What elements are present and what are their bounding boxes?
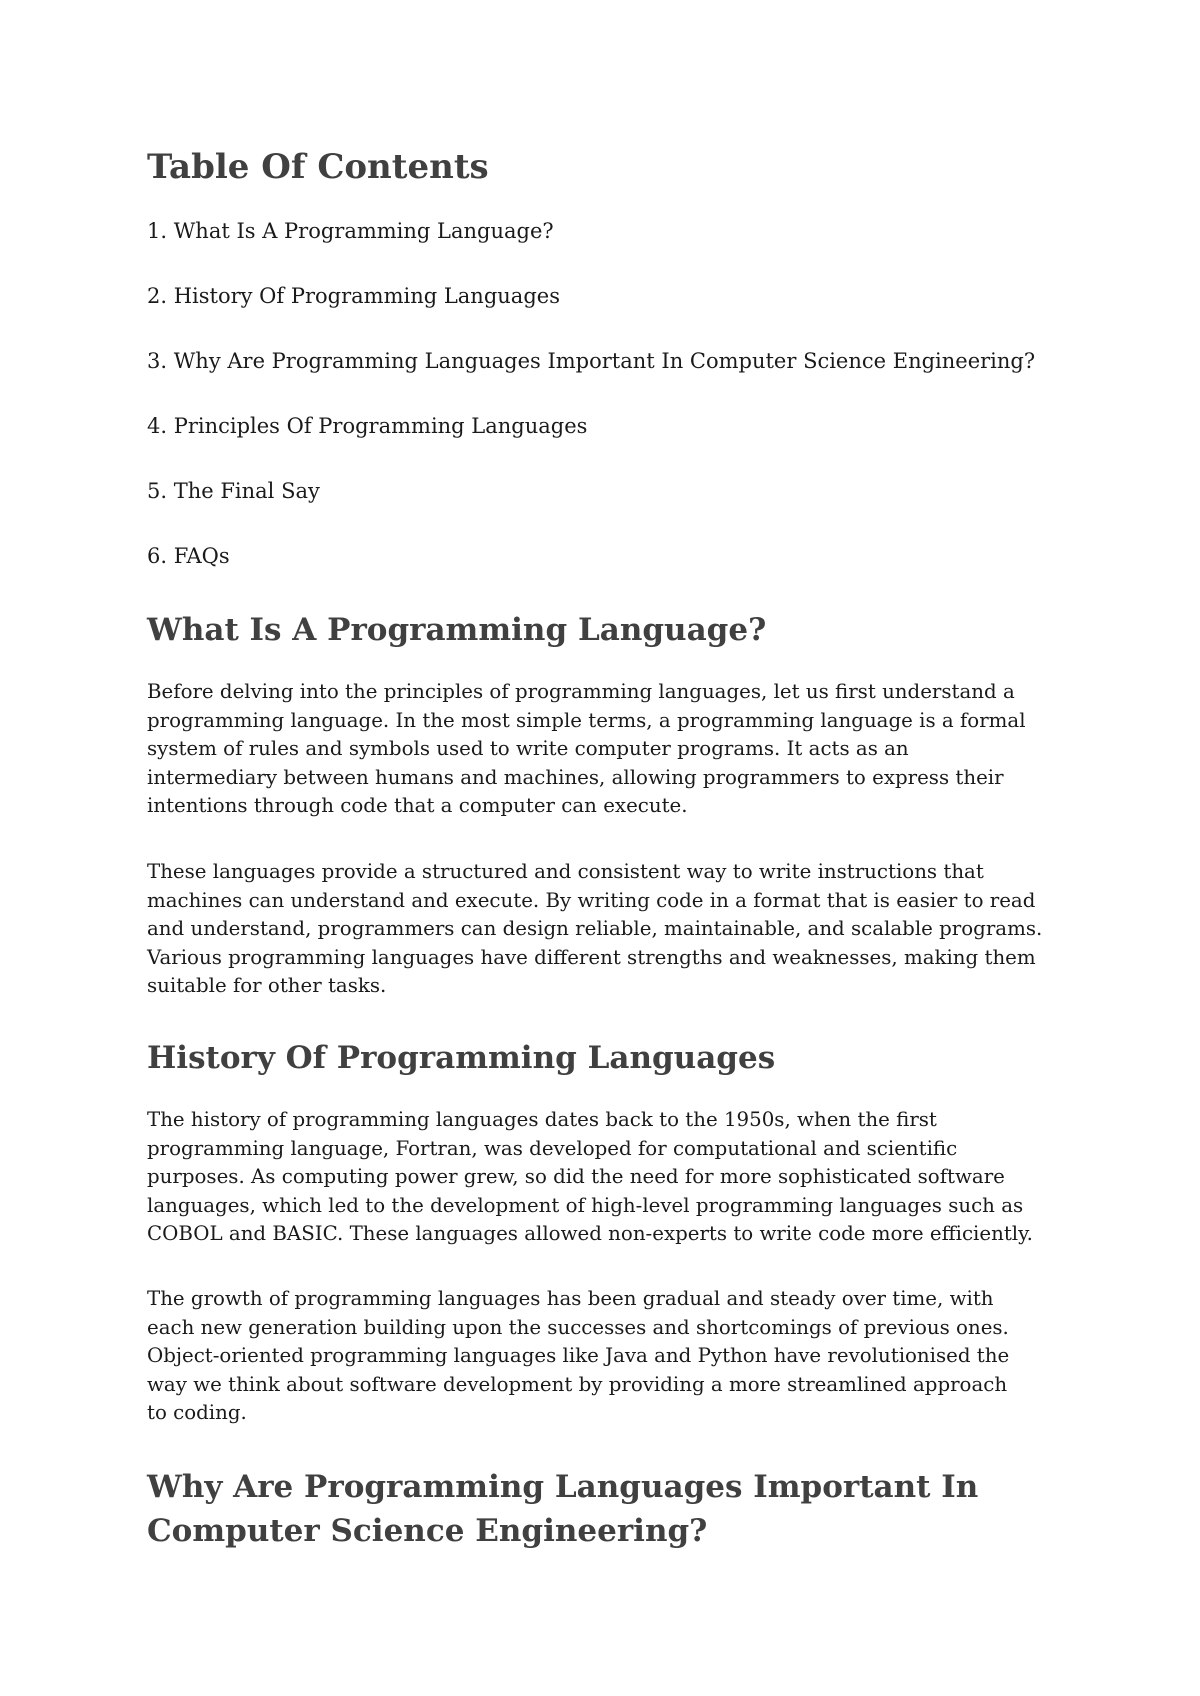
section-heading-line: Computer Science Engineering? — [147, 1513, 708, 1549]
paragraph-line: suitable for other tasks. — [147, 974, 387, 998]
paragraph-line: system of rules and symbols used to write computer programs. It acts as an — [147, 737, 909, 761]
toc-item: 6. FAQs — [147, 544, 230, 568]
paragraph-line: The history of programming languages dates back to the 1950s, when the first — [147, 1108, 937, 1131]
paragraph-line: Various programming languages have different strengths and weaknesses, making them — [147, 945, 1036, 969]
paragraph — [147, 678, 1087, 821]
paragraph-line: purposes. As computing power grew, so did the need for more sophisticated software — [147, 1165, 1005, 1189]
paragraph-line: programming language. In the most simple terms, a programming language is a formal — [147, 708, 1026, 732]
section-heading: What Is A Programming Language? — [147, 612, 767, 648]
toc-heading: Table Of Contents — [147, 147, 489, 187]
toc-item: 5. The Final Say — [147, 479, 320, 503]
section-heading-line: Why Are Programming Languages Important In — [147, 1469, 979, 1505]
paragraph-line: intermediary between humans and machines, allowing programmers to express their — [147, 765, 1004, 789]
section-heading — [147, 1465, 978, 1553]
paragraph-line: intentions through code that a computer can execute. — [147, 794, 688, 818]
paragraph-line: COBOL and BASIC. These languages allowed non-experts to write code more efficiently. — [147, 1222, 1033, 1246]
paragraph-line: These languages provide a structured and consistent way to write instructions that — [147, 860, 984, 883]
paragraph-line: languages, which led to the development of high-level programming languages such as — [147, 1193, 1024, 1217]
paragraph-line: each new generation building upon the successes and shortcomings of previous ones. — [147, 1315, 1009, 1339]
toc-item: 3. Why Are Programming Languages Important In Computer Science Engineering? — [147, 349, 1036, 373]
paragraph-line: way we think about software development by providing a more streamlined approach — [147, 1372, 1008, 1396]
toc-item: 2. History Of Programming Languages — [147, 284, 560, 308]
paragraph-line: Before delving into the principles of programming languages, let us first understand a — [147, 680, 1015, 703]
paragraph — [147, 1106, 1087, 1249]
paragraph-line: machines can understand and execute. By writing code in a format that is easier to read — [147, 888, 1036, 912]
toc-item: 4. Principles Of Programming Languages — [147, 414, 588, 438]
section-heading: History Of Programming Languages — [147, 1040, 776, 1076]
paragraph-line: to coding. — [147, 1401, 247, 1425]
paragraph-line: Object-oriented programming languages like Java and Python have revolutionised the — [147, 1344, 1010, 1368]
paragraph — [147, 1285, 1087, 1428]
paragraph-line: programming language, Fortran, was developed for computational and scientific — [147, 1136, 958, 1160]
paragraph-line: The growth of programming languages has been gradual and steady over time, with — [147, 1287, 994, 1310]
paragraph-line: and understand, programmers can design reliable, maintainable, and scalable programs. — [147, 917, 1043, 941]
toc-item: 1. What Is A Programming Language? — [147, 219, 554, 243]
paragraph — [147, 858, 1087, 1001]
